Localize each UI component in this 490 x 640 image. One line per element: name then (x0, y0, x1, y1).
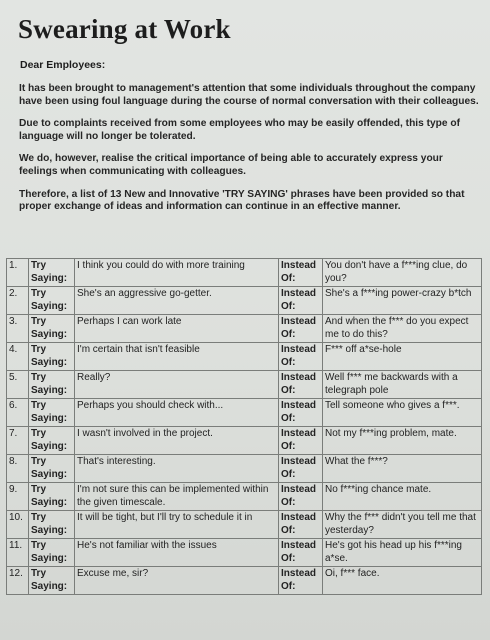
try-label-line1: Try (31, 372, 47, 383)
try-label-line2: Saying: (31, 328, 68, 340)
table-row (7, 427, 482, 455)
try-label-line1: Try (31, 344, 47, 355)
instead-label-line1: Instead (281, 428, 317, 439)
table-row (7, 371, 482, 399)
page-title: Swearing at Work (18, 14, 231, 44)
paragraph-complaints: Due to complaints received from some employees who may be easily offended, this type of language will no longer be tolerated. (19, 118, 461, 142)
instead-label-line2: Of: (281, 496, 296, 508)
try-label-line1: Try (31, 316, 47, 327)
try-label-line2: Saying: (31, 552, 68, 564)
instead-label-line1: Instead (281, 484, 317, 495)
table-row (7, 483, 482, 511)
polite-phrase: Perhaps you should check with... (75, 399, 279, 427)
polite-phrase: I'm certain that isn't feasible (75, 343, 279, 371)
try-label-line1: Try (31, 288, 47, 299)
crude-phrase: No f***ing chance mate. (323, 483, 482, 511)
try-label-line2: Saying: (31, 300, 68, 312)
table-row (7, 511, 482, 539)
polite-phrase: I think you could do with more training (75, 259, 279, 287)
instead-label-line2: Of: (281, 468, 296, 480)
instead-label-line2: Of: (281, 300, 296, 312)
crude-phrase: Oi, f*** face. (323, 567, 482, 595)
polite-phrase: Perhaps I can work late (75, 315, 279, 343)
instead-label-line1: Instead (281, 344, 317, 355)
table-row (7, 343, 482, 371)
instead-label-line2: Of: (281, 384, 296, 396)
crude-phrase: Why the f*** didn't you tell me that yesterday? (323, 511, 482, 539)
try-label-line1: Try (31, 484, 47, 495)
instead-label-line2: Of: (281, 328, 296, 340)
try-label-line1: Try (31, 260, 47, 271)
crude-phrase: You don't have a f***ing clue, do you? (323, 259, 482, 287)
instead-of-label (279, 259, 323, 287)
instead-of-label (279, 371, 323, 399)
try-label-line2: Saying: (31, 496, 68, 508)
try-saying-label (29, 539, 75, 567)
crude-phrase: F*** off a*se-hole (323, 343, 482, 371)
try-label-line1: Try (31, 540, 47, 551)
instead-label-line2: Of: (281, 440, 296, 452)
polite-phrase: I wasn't involved in the project. (75, 427, 279, 455)
crude-phrase: He's got his head up his f***ing a*se. (323, 539, 482, 567)
try-label-line2: Saying: (31, 272, 68, 284)
row-number: 6. (7, 399, 29, 427)
table-row (7, 567, 482, 595)
row-number: 4. (7, 343, 29, 371)
try-label-line1: Try (31, 568, 47, 579)
row-number: 11. (7, 539, 29, 567)
instead-of-label (279, 511, 323, 539)
instead-label-line2: Of: (281, 552, 296, 564)
row-number: 5. (7, 371, 29, 399)
try-saying-label (29, 259, 75, 287)
crude-phrase: And when the f*** do you expect me to do this? (323, 315, 482, 343)
try-saying-label (29, 511, 75, 539)
row-number: 3. (7, 315, 29, 343)
instead-label-line1: Instead (281, 400, 317, 411)
row-number: 2. (7, 287, 29, 315)
instead-of-label (279, 567, 323, 595)
instead-label-line2: Of: (281, 412, 296, 424)
polite-phrase: He's not familiar with the issues (75, 539, 279, 567)
instead-label-line2: Of: (281, 580, 296, 592)
instead-of-label (279, 287, 323, 315)
row-number: 8. (7, 455, 29, 483)
greeting: Dear Employees: (20, 59, 106, 71)
try-label-line2: Saying: (31, 384, 68, 396)
instead-label-line2: Of: (281, 524, 296, 536)
row-number: 1. (7, 259, 29, 287)
try-saying-label (29, 567, 75, 595)
try-label-line1: Try (31, 400, 47, 411)
instead-label-line1: Instead (281, 568, 317, 579)
instead-of-label (279, 343, 323, 371)
instead-label-line1: Instead (281, 512, 317, 523)
instead-label-line1: Instead (281, 456, 317, 467)
table-row (7, 399, 482, 427)
instead-of-label (279, 539, 323, 567)
instead-of-label (279, 455, 323, 483)
instead-of-label (279, 483, 323, 511)
instead-label-line1: Instead (281, 316, 317, 327)
try-saying-label (29, 343, 75, 371)
instead-label-line1: Instead (281, 260, 317, 271)
table-row (7, 539, 482, 567)
try-saying-label (29, 315, 75, 343)
paragraph-intro: It has been brought to management's attention that some individuals throughout the company have been using foul language during the course of normal conversation with their colleagues. (19, 83, 479, 107)
crude-phrase: She's a f***ing power-crazy b*tch (323, 287, 482, 315)
table-row (7, 455, 482, 483)
try-saying-label (29, 427, 75, 455)
instead-label-line2: Of: (281, 356, 296, 368)
instead-label-line1: Instead (281, 540, 317, 551)
try-saying-label (29, 371, 75, 399)
try-label-line2: Saying: (31, 412, 68, 424)
phrases-table (6, 258, 482, 595)
polite-phrase: Really? (75, 371, 279, 399)
row-number: 10. (7, 511, 29, 539)
try-label-line1: Try (31, 512, 47, 523)
table-row (7, 287, 482, 315)
polite-phrase: That's interesting. (75, 455, 279, 483)
try-label-line2: Saying: (31, 468, 68, 480)
paragraph-feelings: We do, however, realise the critical importance of being able to accurately express your feelings when communicating with colleagues. (19, 153, 443, 177)
instead-label-line1: Instead (281, 288, 317, 299)
instead-label-line2: Of: (281, 272, 296, 284)
row-number: 12. (7, 567, 29, 595)
phrases-table-body (7, 259, 482, 595)
paragraph-list-intro: Therefore, a list of 13 New and Innovative 'TRY SAYING' phrases have been provided so that proper exchange of ideas and information can continue in an effective manner. (19, 188, 465, 213)
try-label-line2: Saying: (31, 580, 68, 592)
try-saying-label (29, 455, 75, 483)
try-saying-label (29, 483, 75, 511)
try-saying-label (29, 399, 75, 427)
instead-of-label (279, 399, 323, 427)
polite-phrase: I'm not sure this can be implemented within the given timescale. (75, 483, 279, 511)
try-label-line2: Saying: (31, 440, 68, 452)
polite-phrase: Excuse me, sir? (75, 567, 279, 595)
try-label-line1: Try (31, 428, 47, 439)
crude-phrase: Well f*** me backwards with a telegraph pole (323, 371, 482, 399)
polite-phrase: It will be tight, but I'll try to schedule it in (75, 511, 279, 539)
try-label-line2: Saying: (31, 524, 68, 536)
crude-phrase: Not my f***ing problem, mate. (323, 427, 482, 455)
row-number: 9. (7, 483, 29, 511)
instead-of-label (279, 427, 323, 455)
table-row (7, 315, 482, 343)
polite-phrase: She's an aggressive go-getter. (75, 287, 279, 315)
crude-phrase: What the f***? (323, 455, 482, 483)
crude-phrase: Tell someone who gives a f***. (323, 399, 482, 427)
row-number: 7. (7, 427, 29, 455)
try-label-line2: Saying: (31, 356, 68, 368)
try-saying-label (29, 287, 75, 315)
try-label-line1: Try (31, 456, 47, 467)
table-row (7, 259, 482, 287)
instead-of-label (279, 315, 323, 343)
instead-label-line1: Instead (281, 372, 317, 383)
